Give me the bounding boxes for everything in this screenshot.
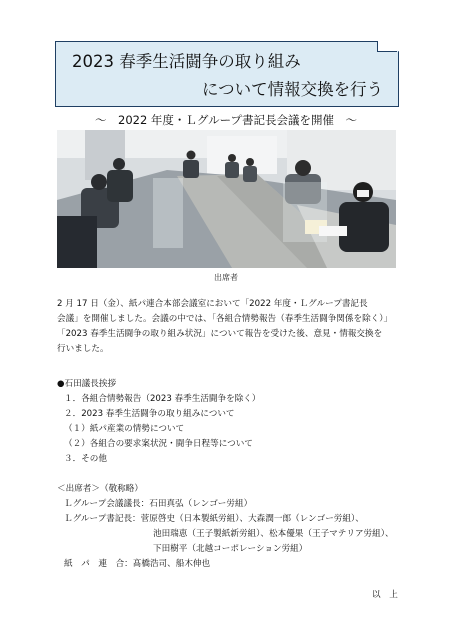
attendee-row: 紙 パ 連 合：髙橋浩司、船木伸也 (64, 559, 211, 569)
attendee-row: Ｌグループ会議議長：石田真弘（レンゴー労組） (64, 499, 253, 509)
banner-folded-corner (377, 41, 397, 52)
agenda-item: （２）各組合の要求案状況・闘争日程等について (64, 439, 253, 449)
agenda-item: （１）紙パ産業の情勢について (64, 424, 185, 434)
closing-mark: 以 上 (372, 590, 398, 600)
body-line: 2 月 17 日（金）、紙パ連合本部会議室において「2022 年度・Ｌグループ書記長 (57, 299, 368, 309)
body-paragraph (57, 297, 402, 357)
agenda-heading: ●石田議長挨拶 (57, 379, 117, 389)
meeting-photo (57, 130, 396, 268)
page-title-line2: について情報交換を行う (202, 80, 384, 99)
photo-caption: 出席者 (214, 273, 238, 282)
page-subtitle: ～ 2022 年度・Ｌグループ書記長会議を開催 ～ (95, 113, 357, 127)
attendee-row: 下田樹平（北越コーポレーション労組） (153, 544, 308, 554)
attendee-row: 池田瑞恵（王子製紙新労組）、松本優果（王子マテリア労組）、 (153, 529, 394, 539)
agenda-item: １．各組合情勢報告（2023 春季生活闘争を除く） (64, 394, 261, 404)
body-line: 行いました。 (57, 344, 109, 354)
attendee-row: Ｌグループ書記長：菅原啓史（日本製紙労組）、大森潤一郎（レンゴー労組）、 (64, 514, 364, 524)
body-line: 「2023 春季生活闘争の取り組み状況」について報告を受けた後、意見・情報交換を (57, 329, 383, 339)
agenda-item: ２．2023 春季生活闘争の取り組みについて (64, 409, 235, 419)
agenda-item: ３．その他 (64, 454, 107, 464)
page-title-line1: 2023 春季生活闘争の取り組み (72, 52, 301, 71)
body-line: 会議」を開催しました。会議の中では、「各組合情勢報告（春季生活闘争関係を除く）」 (57, 314, 393, 324)
attendees-heading: ＜出席者＞（敬称略） (57, 484, 143, 494)
